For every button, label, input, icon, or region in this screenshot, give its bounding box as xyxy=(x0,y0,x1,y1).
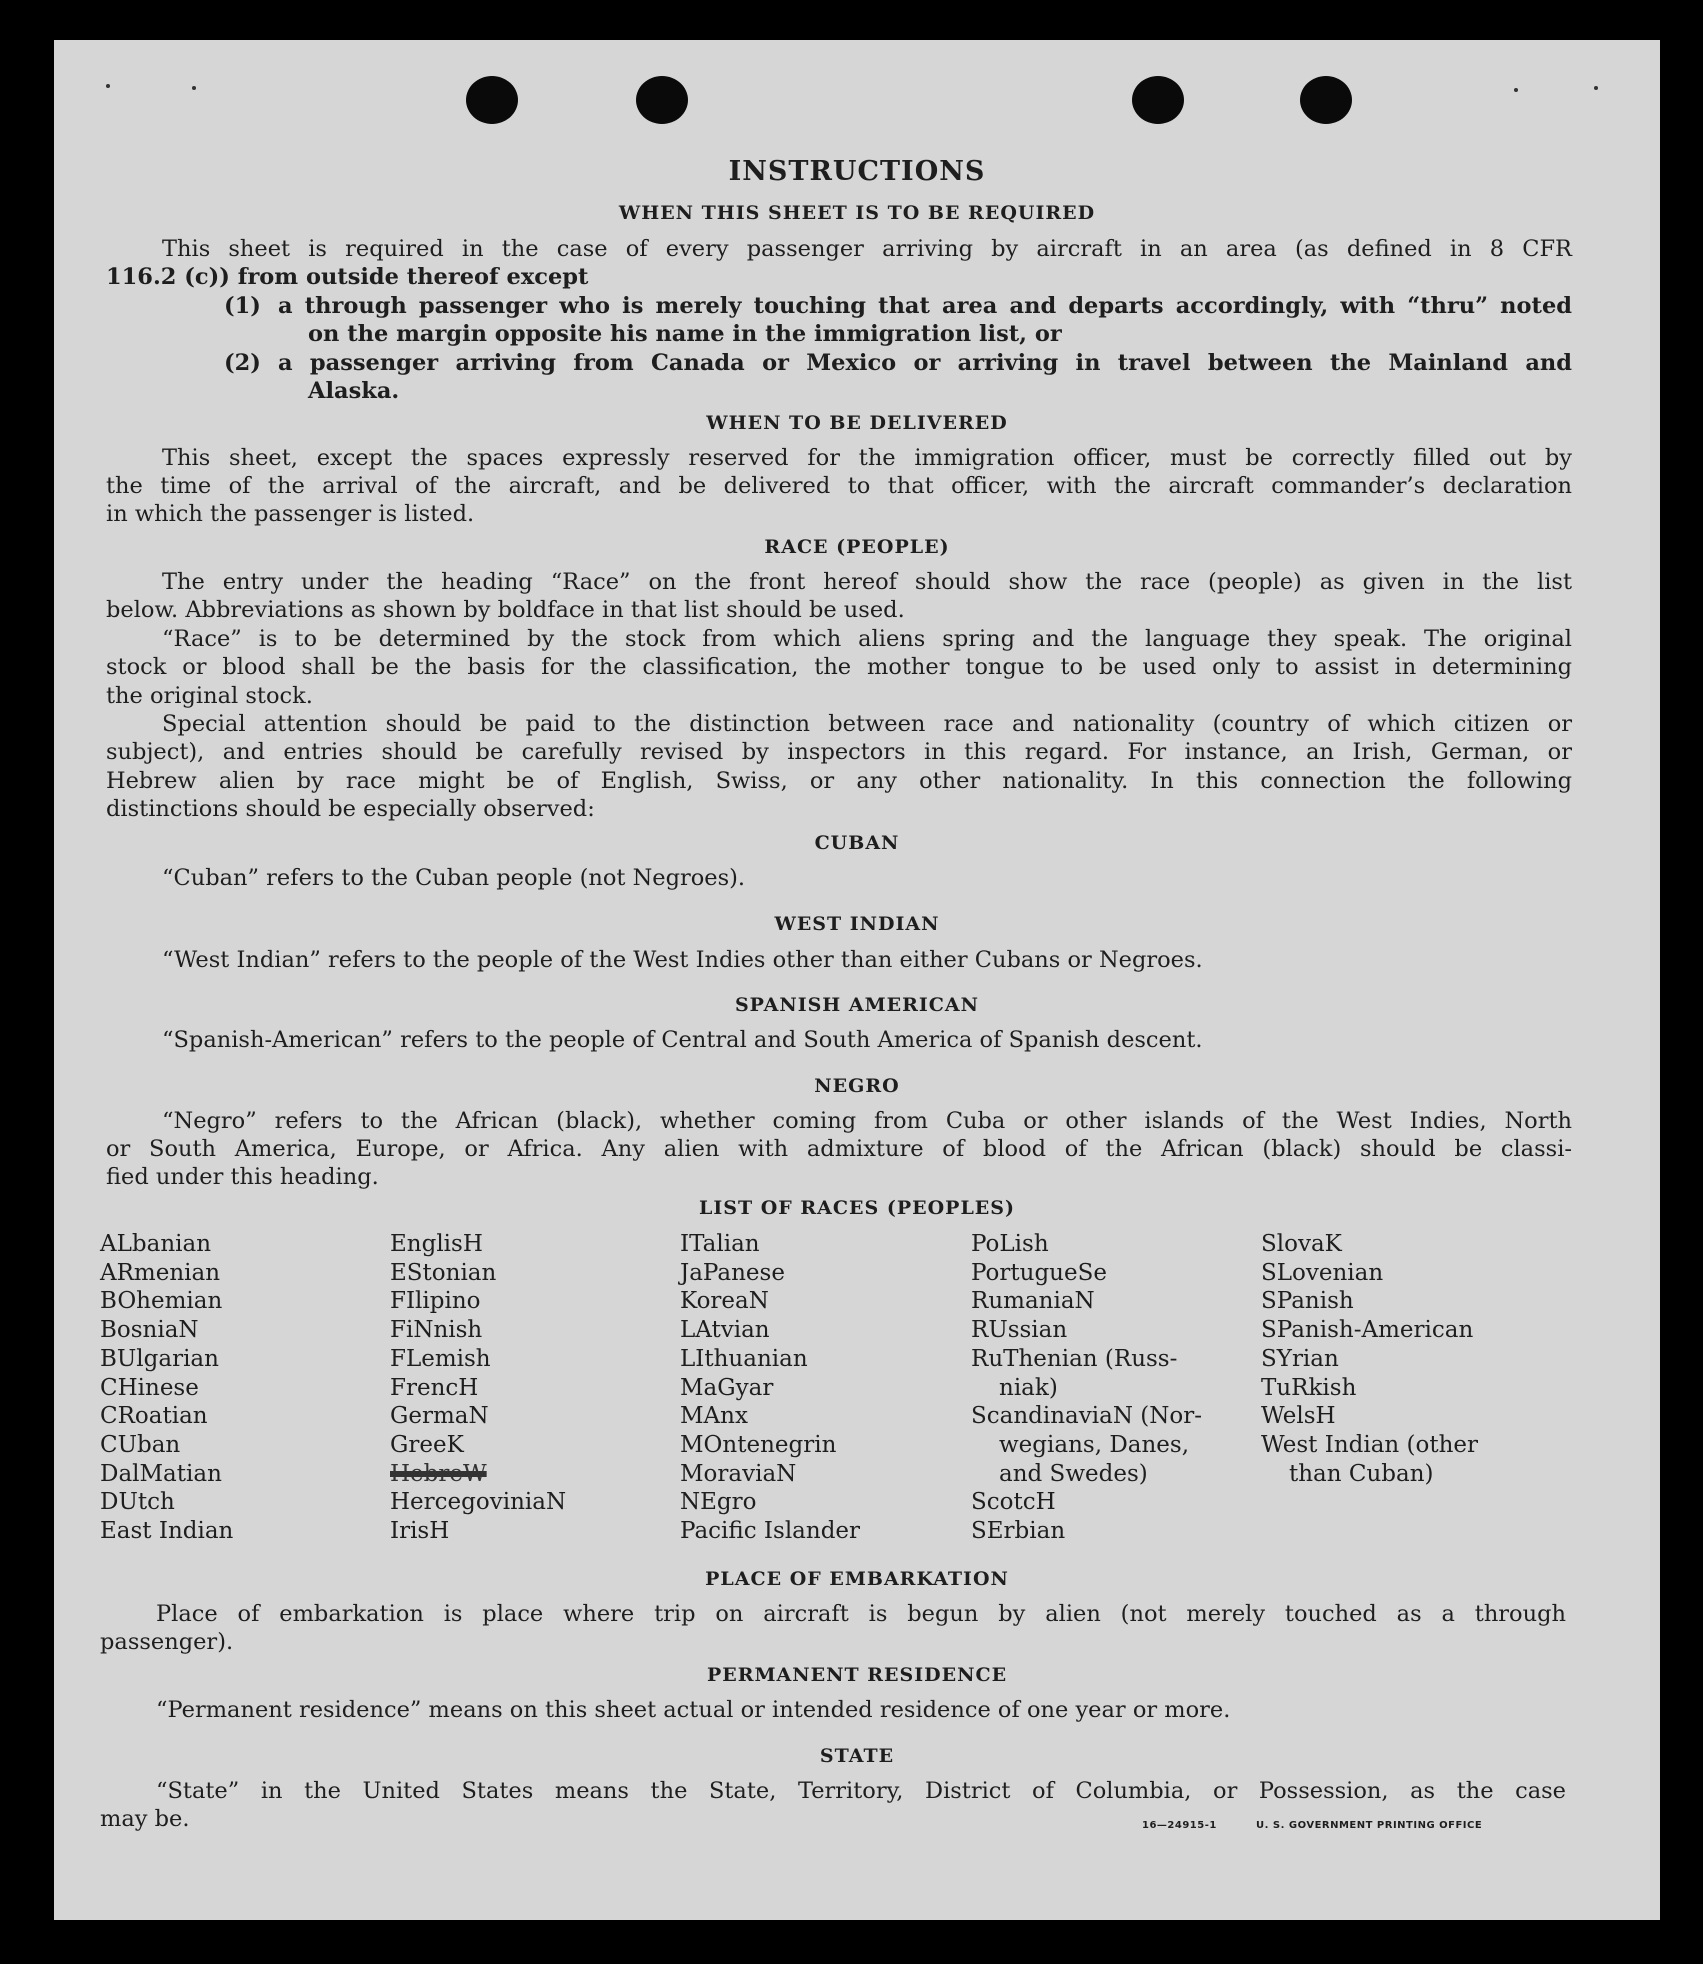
punch-hole-3 xyxy=(1132,76,1184,124)
race-item-continued: wegians, Danes, xyxy=(999,1431,1190,1458)
heading-list-of-races: LIST OF RACES (PEOPLES) xyxy=(699,1197,1015,1219)
state-line-2: may be. xyxy=(100,1806,190,1832)
race-item-continued: and Swedes) xyxy=(999,1460,1148,1487)
race-p2-line-3: the original stock. xyxy=(106,683,313,709)
race-item: MaGyar xyxy=(680,1374,774,1401)
race-item: NEgro xyxy=(680,1489,757,1516)
race-p2-line-2: stock or blood shall be the basis for the classification, the mother tongue to be used only to assist in determining xyxy=(106,654,1572,680)
race-p1-line-2: below. Abbreviations as shown by boldface in that list should be used. xyxy=(106,597,905,623)
race-p3-line-3: Hebrew alien by race might be of English, Swiss, or any other nationality. In this connection the following xyxy=(106,768,1572,794)
cuban-text: “Cuban” refers to the Cuban people (not Negroes). xyxy=(162,865,746,891)
race-item: FIlipino xyxy=(390,1288,481,1315)
race-p3-line-4: distinctions should be especially observed: xyxy=(106,796,595,822)
speck xyxy=(1594,86,1598,90)
races-column-2 xyxy=(390,1230,566,1546)
item-1-line-2: on the margin opposite his name in the immigration list, or xyxy=(308,321,1062,347)
heading-spanish-american: SPANISH AMERICAN xyxy=(734,994,980,1016)
punch-hole-1 xyxy=(466,76,518,124)
heading-when-delivered: WHEN TO BE DELIVERED xyxy=(706,412,1008,434)
race-item: JaPanese xyxy=(680,1259,785,1286)
race-p2-line-1: “Race” is to be determined by the stock from which aliens spring and the language they speak. The original xyxy=(162,626,1572,652)
race-item: FrencH xyxy=(390,1374,479,1401)
heading-when-required: WHEN THIS SHEET IS TO BE REQUIRED xyxy=(618,202,1096,224)
race-item: ARmenian xyxy=(100,1259,221,1286)
race-item: TuRkish xyxy=(1261,1374,1357,1401)
item-2-line-1: a passenger arriving from Canada or Mexico or arriving in travel between the Mainland and xyxy=(278,350,1572,376)
race-item: East Indian xyxy=(100,1518,234,1545)
spanish-american-text: “Spanish-American” refers to the people of Central and South America of Spanish descent. xyxy=(162,1027,1203,1053)
race-item: RumaniaN xyxy=(971,1288,1095,1315)
race-item: SErbian xyxy=(971,1518,1066,1545)
races-column-3 xyxy=(680,1230,860,1546)
embarkation-line-2: passenger). xyxy=(100,1629,234,1655)
heading-west-indian: WEST INDIAN xyxy=(774,913,940,935)
embarkation-line-1: Place of embarkation is place where trip on aircraft is begun by alien (not merely touched as a through xyxy=(156,1601,1566,1627)
race-item: ScandinaviaN (Nor- xyxy=(971,1403,1202,1430)
races-column-5 xyxy=(1261,1230,1478,1488)
race-item: EStonian xyxy=(390,1259,497,1286)
required-line-2: 116.2 (c)) from outside thereof except xyxy=(106,264,589,290)
race-item: SLovenian xyxy=(1261,1259,1384,1286)
printer-imprint: U. S. GOVERNMENT PRINTING OFFICE xyxy=(1256,1820,1483,1831)
delivered-line-3: in which the passenger is listed. xyxy=(106,501,475,527)
race-item: HercegoviniaN xyxy=(390,1489,567,1516)
item-1-number: (1) xyxy=(224,293,261,319)
race-item: LIthuanian xyxy=(680,1345,808,1372)
delivered-line-1: This sheet, except the spaces expressly reserved for the immigration officer, must be correctly filled out by xyxy=(162,445,1572,471)
race-item: PortugueSe xyxy=(971,1259,1107,1286)
race-item: MAnx xyxy=(680,1403,748,1430)
residence-text: “Permanent residence” means on this sheet actual or intended residence of one year or more. xyxy=(156,1697,1231,1723)
speck xyxy=(106,84,110,88)
race-item: SPanish xyxy=(1261,1288,1354,1315)
race-item: SPanish-American xyxy=(1261,1317,1474,1344)
race-item: PoLish xyxy=(971,1231,1049,1257)
races-column-1 xyxy=(100,1230,233,1546)
race-item: BOhemian xyxy=(100,1288,223,1315)
race-item: SlovaK xyxy=(1261,1231,1342,1257)
race-item: EnglisH xyxy=(390,1231,483,1257)
negro-line-2: or South America, Europe, or Africa. Any alien with admixture of blood of the African (black) should be classi- xyxy=(106,1136,1572,1162)
race-item: RuThenian (Russ- xyxy=(971,1345,1178,1372)
west-indian-text: “West Indian” refers to the people of the West Indies other than either Cubans or Negroes. xyxy=(162,947,1203,973)
race-item: RUssian xyxy=(971,1317,1068,1344)
race-p3-line-2: subject), and entries should be carefully revised by inspectors in this regard. For instance, an Irish, German, or xyxy=(106,739,1572,765)
race-item: MoraviaN xyxy=(680,1460,797,1487)
state-line-1: “State” in the United States means the State, Territory, District of Columbia, or Possession, as the case xyxy=(156,1778,1566,1804)
form-number: 16—24915-1 xyxy=(1142,1820,1217,1831)
heading-cuban: CUBAN xyxy=(814,832,900,854)
document-page xyxy=(54,40,1660,1920)
race-item: LAtvian xyxy=(680,1317,770,1344)
race-item: DUtch xyxy=(100,1489,175,1516)
race-item: FiNnish xyxy=(390,1317,483,1344)
race-item: CRoatian xyxy=(100,1403,208,1430)
heading-embarkation: PLACE OF EMBARKATION xyxy=(705,1568,1009,1590)
races-column-4 xyxy=(971,1230,1202,1546)
heading-negro: NEGRO xyxy=(814,1075,900,1097)
punch-hole-2 xyxy=(636,76,688,124)
race-item: MOntenegrin xyxy=(680,1431,837,1458)
race-item: West Indian (other xyxy=(1261,1431,1479,1458)
race-item: GermaN xyxy=(390,1403,489,1430)
race-item: Pacific Islander xyxy=(680,1518,861,1545)
race-item: DalMatian xyxy=(100,1460,222,1487)
negro-line-1: “Negro” refers to the African (black), whether coming from Cuba or other islands of the West Indies, North xyxy=(162,1108,1572,1134)
page-title: INSTRUCTIONS xyxy=(728,156,986,187)
item-1-line-1: a through passenger who is merely touching that area and departs accordingly, with “thru” noted xyxy=(278,293,1572,319)
race-item: BosniaN xyxy=(100,1317,199,1344)
race-item: FLemish xyxy=(390,1345,491,1372)
race-item: IrisH xyxy=(390,1518,450,1545)
race-item-continued: niak) xyxy=(999,1374,1058,1401)
race-item: ScotcH xyxy=(971,1489,1056,1516)
race-item: SYrian xyxy=(1261,1345,1339,1372)
item-2-number: (2) xyxy=(224,350,261,376)
race-item: WelsH xyxy=(1261,1403,1336,1430)
race-item: ITalian xyxy=(680,1231,760,1257)
race-item: ALbanian xyxy=(100,1231,212,1257)
race-item-struck: HebreW xyxy=(390,1460,487,1487)
race-item-continued: than Cuban) xyxy=(1289,1460,1434,1487)
required-line-1: This sheet is required in the case of every passenger arriving by aircraft in an area (as defined in 8 CFR xyxy=(162,236,1572,262)
heading-state: STATE xyxy=(819,1745,895,1767)
race-item: KoreaN xyxy=(680,1288,769,1315)
race-item: CHinese xyxy=(100,1374,199,1401)
heading-race: RACE (PEOPLE) xyxy=(764,536,950,558)
item-2-line-2: Alaska. xyxy=(308,378,400,404)
speck xyxy=(1514,88,1518,92)
race-p3-line-1: Special attention should be paid to the distinction between race and nationality (country of which citizen or xyxy=(162,711,1572,737)
heading-residence: PERMANENT RESIDENCE xyxy=(706,1664,1008,1686)
punch-hole-4 xyxy=(1300,76,1352,124)
race-p1-line-1: The entry under the heading “Race” on the front hereof should show the race (people) as given in the list xyxy=(162,569,1572,595)
negro-line-3: fied under this heading. xyxy=(106,1164,379,1190)
race-item: GreeK xyxy=(390,1431,464,1458)
speck xyxy=(192,86,196,90)
race-item: BUlgarian xyxy=(100,1345,219,1372)
delivered-line-2: the time of the arrival of the aircraft, and be delivered to that officer, with the aircraft commander’s declaration xyxy=(106,473,1572,499)
race-item: CUban xyxy=(100,1431,181,1458)
